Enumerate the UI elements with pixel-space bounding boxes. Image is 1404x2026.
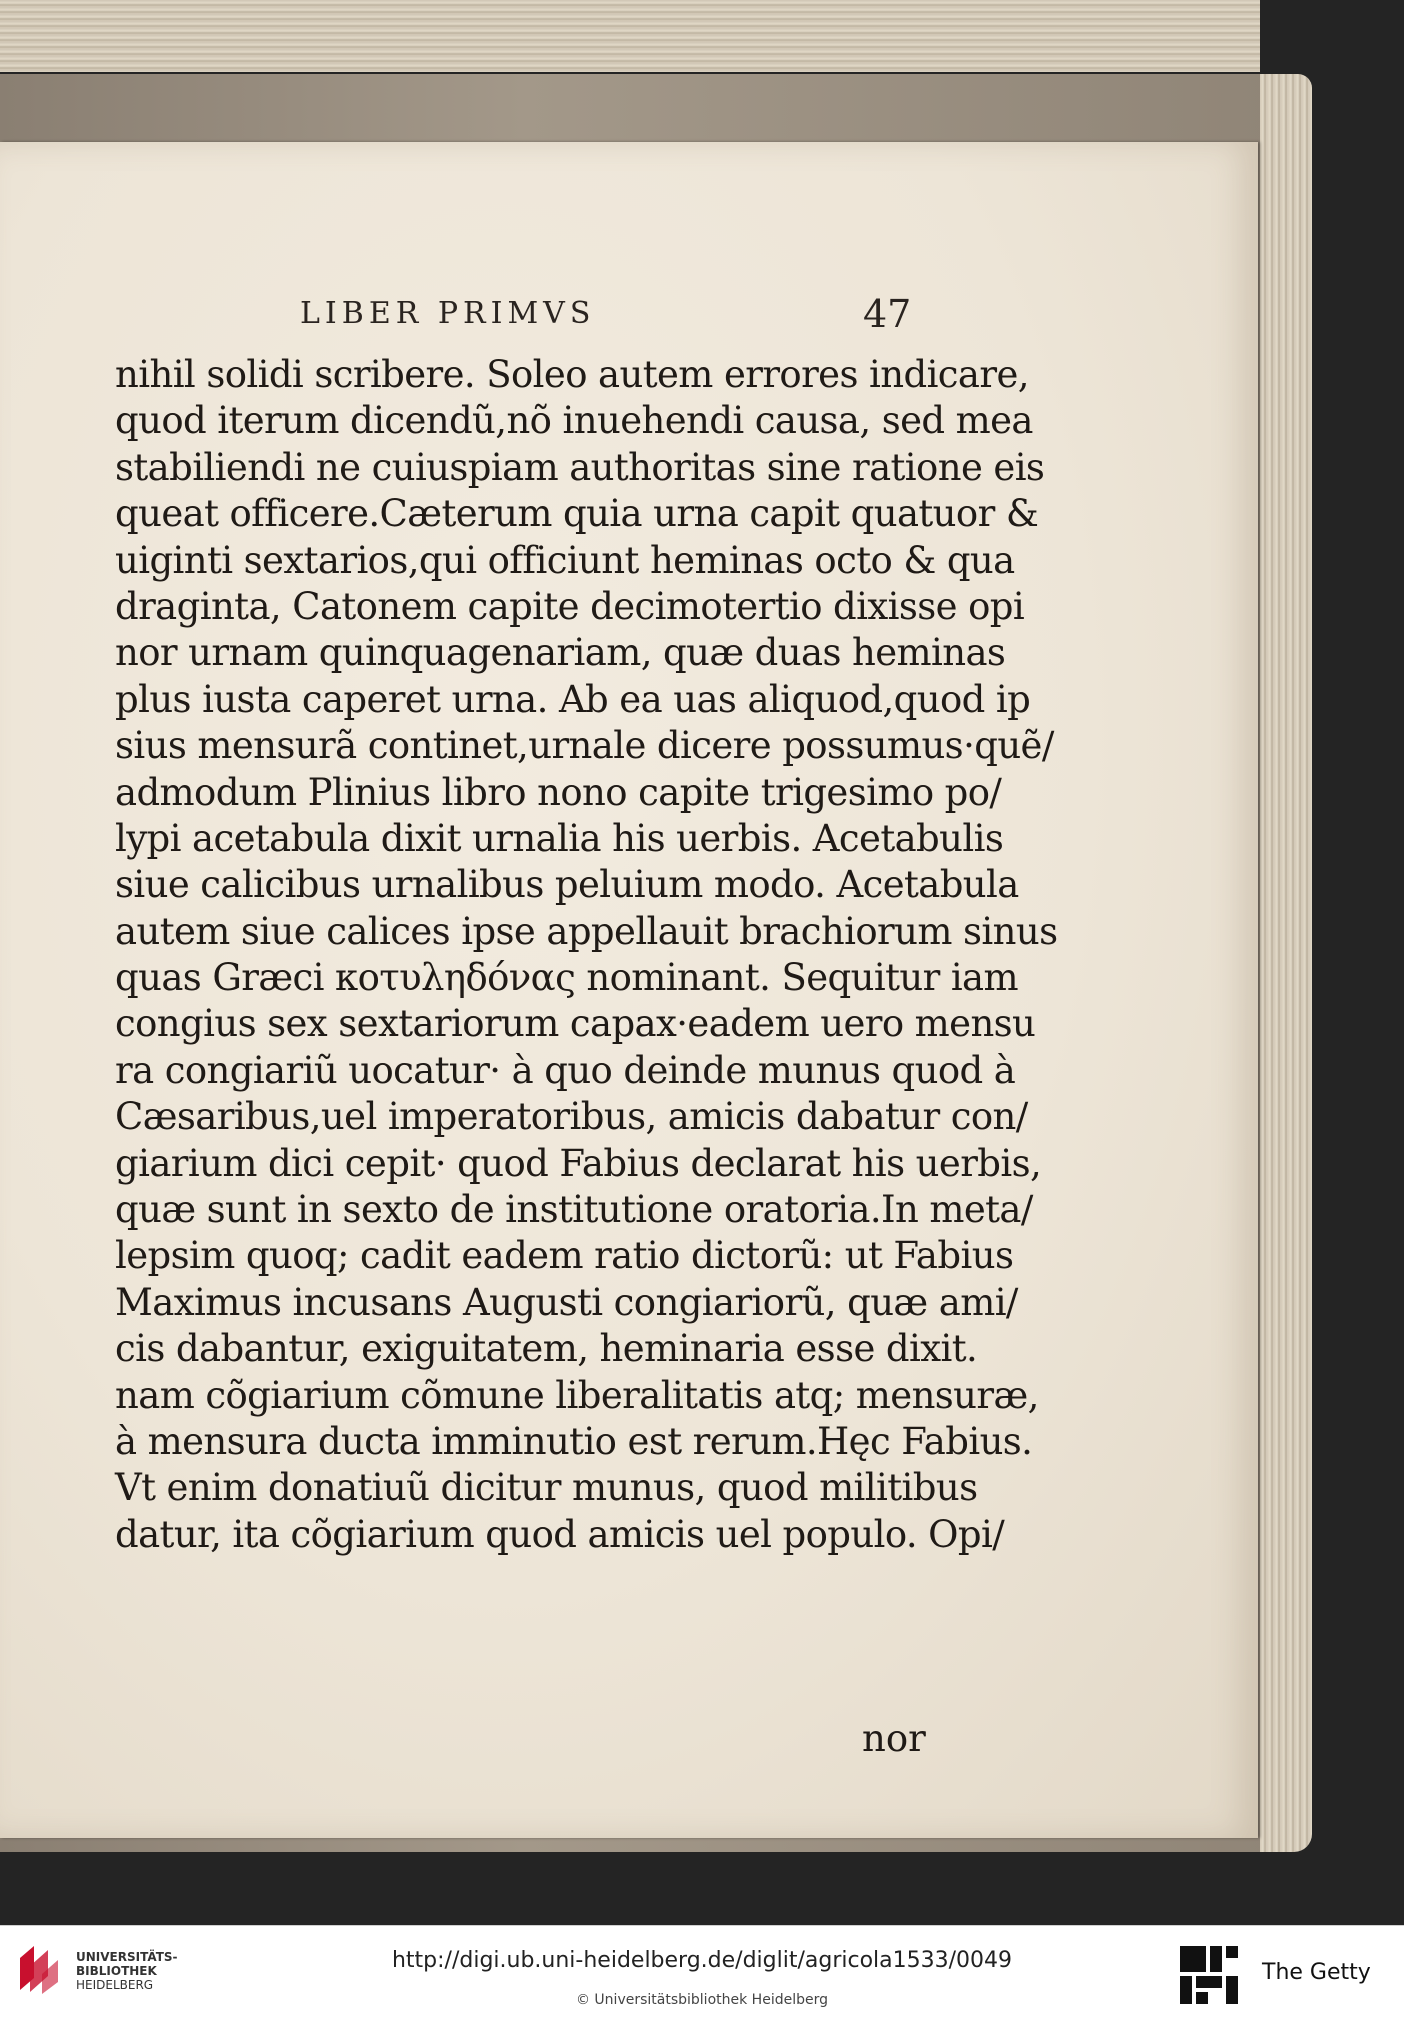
getty-logo-block (1180, 1946, 1206, 1972)
text-line: Vt enim donatiuũ dicitur munus, quod militibus (115, 1466, 978, 1510)
library-name-line: BIBLIOTHEK (76, 1964, 157, 1978)
copyright-notice: © Universitätsbibliothek Heidelberg (575, 1992, 828, 2008)
partner-name: The Getty (1262, 1960, 1371, 1985)
text-line: quæ sunt in sexto de institutione oratoria.In meta/ (115, 1188, 1033, 1232)
text-line: datur, ita cõgiarium quod amicis uel populo. Opi/ (115, 1512, 1005, 1556)
text-line: nor urnam quinquagenariam, quæ duas heminas (115, 631, 1006, 675)
text-line: nihil solidi scribere. Soleo autem errores indicare, (115, 353, 1029, 396)
page-stack-edge (1260, 74, 1312, 1852)
text-line: sius mensurã continet,urnale dicere possumus·quẽ/ (115, 724, 1054, 768)
getty-logo-block (1180, 1976, 1192, 2004)
text-line: draginta, Catonem capite decimotertio dixisse opi (115, 584, 1025, 628)
text-line: quas Græci κοτυληδόνας nominant. Sequitur iam (115, 956, 1019, 1000)
text-line: lypi acetabula dixit urnalia his uerbis. Acetabulis (115, 816, 1004, 860)
library-name-line: UNIVERSITÄTS- (76, 1950, 178, 1964)
library-name-line: HEIDELBERG (76, 1978, 154, 1992)
permalink-url[interactable]: http://digi.ub.uni-heidelberg.de/diglit/agricola1533/0049 (391, 1948, 1013, 1973)
getty-logo-block (1226, 1946, 1238, 1958)
catchword: nor (862, 1717, 926, 1760)
getty-logo-block (1210, 1946, 1222, 1972)
text-line: nam cõgiarium cõmune liberalitatis atq; mensuræ, (115, 1373, 1039, 1417)
text-line: queat officere.Cæterum quia urna capit quatuor & (115, 492, 1039, 536)
text-line: quod iterum dicendũ,nõ inuehendi causa, sed mea (115, 399, 1033, 443)
text-block (115, 352, 1058, 1558)
text-line: stabiliendi ne cuiuspiam authoritas sine ratione eis (115, 445, 1045, 489)
text-line: uiginti sextarios,qui officiunt heminas octo & qua (115, 538, 1015, 582)
viewer-footer (0, 1925, 1404, 2026)
running-title: LIBER PRIMVS (300, 296, 596, 331)
text-line: plus iusta caperet urna. Ab ea uas aliquod,quod ip (115, 677, 1031, 721)
text-line: congius sex sextariorum capax·eadem uero mensu (115, 1002, 1036, 1046)
getty-logo-block (1196, 1976, 1222, 1988)
page-number: 47 (863, 292, 912, 336)
getty-logo-block (1196, 1992, 1208, 2004)
text-line: ra congiariũ uocatur· à quo deinde munus quod à (115, 1048, 1016, 1092)
text-line: lepsim quoq; cadit eadem ratio dictorũ: ut Fabius (115, 1234, 1014, 1278)
text-line: Maximus incusans Augusti congiariorũ, quæ ami/ (115, 1280, 1018, 1324)
text-line: autem siue calices ipse appellauit brachiorum sinus (115, 909, 1058, 953)
text-line: admodum Plinius libro nono capite trigesimo po/ (115, 770, 1002, 814)
book-page (0, 142, 1258, 1838)
page-stack-top (0, 0, 1260, 72)
text-line: Cæsaribus,uel imperatoribus, amicis dabatur con/ (115, 1095, 1028, 1139)
getty-logo-block (1226, 1976, 1238, 2004)
text-line: giarium dici cepit· quod Fabius declarat his uerbis, (115, 1141, 1042, 1185)
running-head (300, 292, 912, 340)
getty-logo-icon[interactable] (1180, 1946, 1240, 2006)
text-line: à mensura ducta imminutio est rerum.Hęc Fabius. (115, 1419, 1033, 1463)
text-line: cis dabantur, exiguitatem, heminaria esse dixit. (115, 1327, 978, 1371)
text-line: siue calicibus urnalibus peluium modo. Acetabula (115, 863, 1019, 907)
